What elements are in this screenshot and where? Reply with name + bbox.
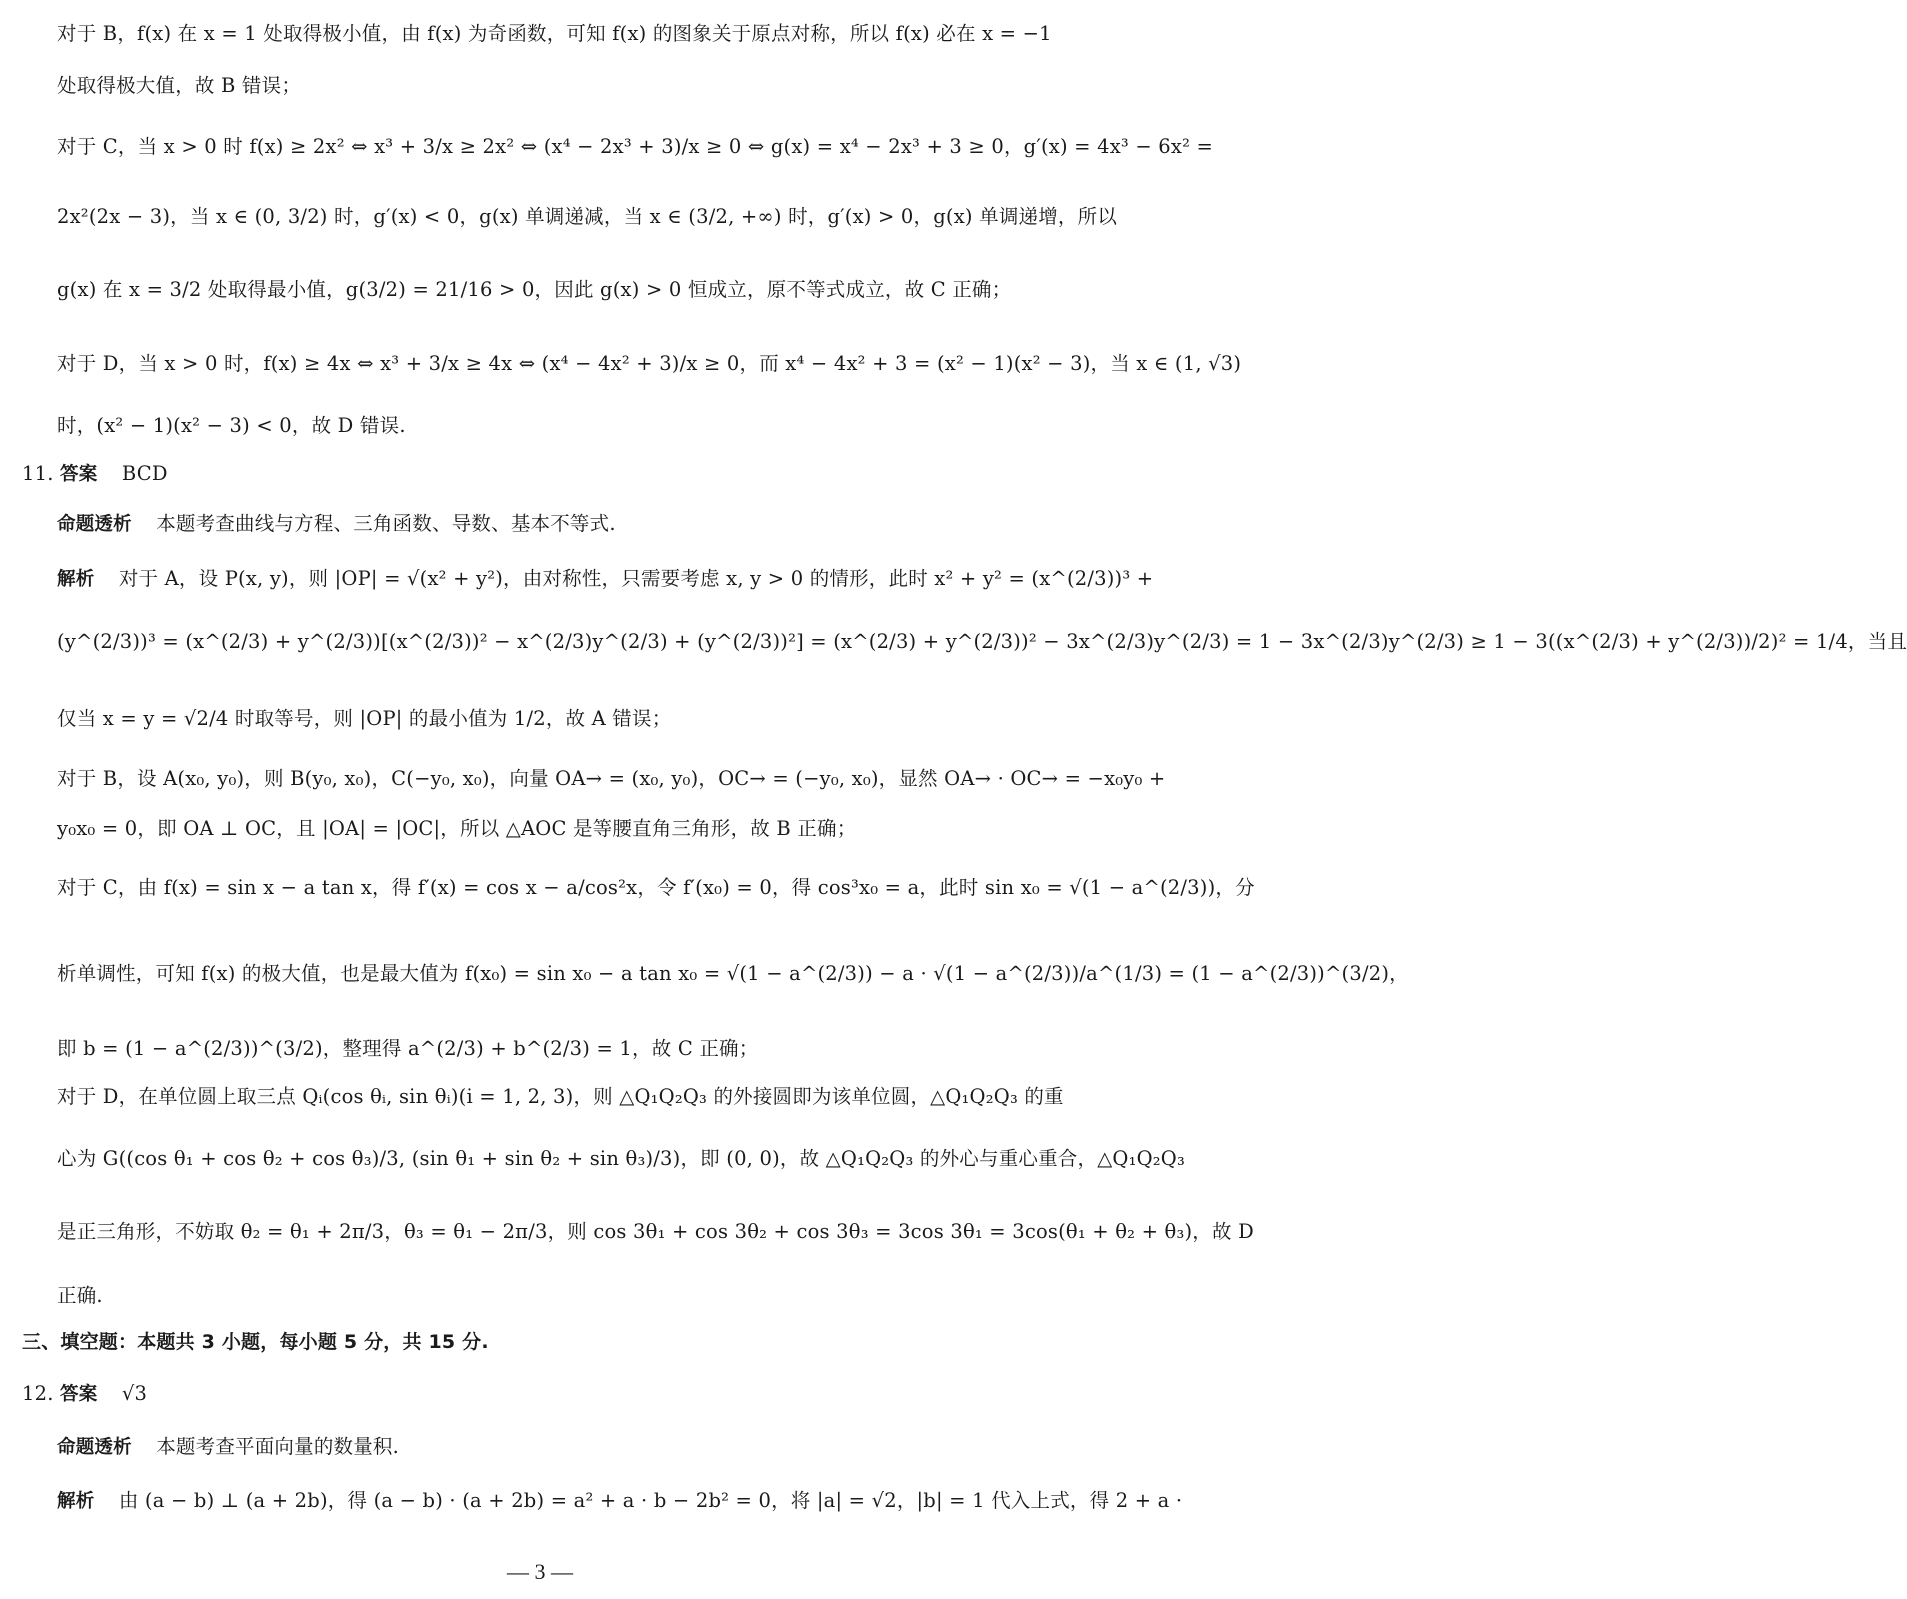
solution-label: 解析 [57,569,95,590]
q11-solution-line: 对于 C，由 f(x) = sin x − a tan x，得 f′(x) = cos x − a/cos²x，令 f′(x₀) = 0，得 cos³x₀ = a，此时 sin x₀ = √(1 − a^(2/3))，分 [57,876,1255,899]
q10-text-line: g(x) 在 x = 3/2 处取得最小值，g(3/2) = 21/16 > 0，因此 g(x) > 0 恒成立，原不等式成立，故 C 正确； [57,278,1012,301]
q12-answer-line [22,1380,1052,1409]
q10-text-line: 处取得极大值，故 B 错误； [57,74,302,97]
question-number: 11. [22,462,54,485]
q10-text-line: 对于 B，f(x) 在 x = 1 处取得极小值，由 f(x) 为奇函数，可知 f(x) 的图象关于原点对称，所以 f(x) 必在 x = −1 [57,22,1052,45]
q11-solution-line: 仅当 x = y = √2/4 时取等号，则 |OP| 的最小值为 1/2，故 A 错误； [57,707,672,730]
q10-text-line: 2x²(2x − 3)，当 x ∈ (0, 3/2) 时，g′(x) < 0，g(x) 单调递减，当 x ∈ (3/2, +∞) 时，g′(x) > 0，g(x) 单调递增，所以 [57,205,1118,228]
analysis-label: 命题透析 [57,514,132,535]
question-number: 12. [22,1382,54,1405]
answer-label: 答案 [60,464,98,485]
solution-text: 对于 A，设 P(x, y)，则 |OP| = √(x² + y²)，由对称性，只需要考虑 x, y > 0 的情形，此时 x² + y² = (x^(2/3))³ + [118,567,1154,590]
answer-value: BCD [121,462,168,485]
q11-answer-line [22,460,1052,489]
section-heading: 三、填空题：本题共 3 小题，每小题 5 分，共 15 分. [22,1331,489,1353]
q11-solution-line: 即 b = (1 − a^(2/3))^(3/2)，整理得 a^(2/3) + b^(2/3) = 1，故 C 正确； [57,1037,759,1060]
q10-text-line: 对于 C，当 x > 0 时 f(x) ≥ 2x² ⇔ x³ + 3/x ≥ 2x² ⇔ (x⁴ − 2x³ + 3)/x ≥ 0 ⇔ g(x) = x⁴ − 2x³ + 3 ≥ 0，g′(x) = 4x³ − 6x² = [57,135,1214,158]
q11-solution-line: y₀x₀ = 0，即 OA ⊥ OC，且 |OA| = |OC|，所以 △AOC 是等腰直角三角形，故 B 正确； [57,817,857,840]
answer-label: 答案 [60,1384,98,1405]
q10-text-line: 对于 D，当 x > 0 时，f(x) ≥ 4x ⇔ x³ + 3/x ≥ 4x ⇔ (x⁴ − 4x² + 3)/x ≥ 0，而 x⁴ − 4x² + 3 = (x² − 1)(x² − 3)，当 x ∈ (1, √3) [57,352,1242,375]
solution-label: 解析 [57,1491,95,1512]
solution-text: 由 (a − b) ⊥ (a + 2b)，得 (a − b) · (a + 2b) = a² + a · b − 2b² = 0，将 |a| = √2，|b| = 1 代入上式，得 2 + a · [118,1489,1183,1512]
q10-text-line: 时，(x² − 1)(x² − 3) < 0，故 D 错误. [57,414,406,437]
analysis-text: 本题考查曲线与方程、三角函数、导数、基本不等式. [156,512,616,535]
q11-solution-line [57,565,1154,594]
q11-analysis-line [57,510,1052,539]
q12-analysis-line [57,1433,1052,1462]
q11-solution-line: (y^(2/3))³ = (x^(2/3) + y^(2/3))[(x^(2/3))² − x^(2/3)y^(2/3) + (y^(2/3))²] = (x^(2/3) + y^(2/3))² − 3x^(2/3)y^(2/3) = 1 − 3x^(2/3)y^(2/3) ≥ 1 − 3((x^(2/3) + y^(2/3))/2)² = 1/4，当且 [57,630,1907,653]
page-number: — 3 — [507,1559,573,1584]
q11-solution-line: 心为 G((cos θ₁ + cos θ₂ + cos θ₃)/3, (sin θ₁ + sin θ₂ + sin θ₃)/3)，即 (0, 0)，故 △Q₁Q₂Q₃ 的外心与重心重合，△Q₁Q₂Q₃ [57,1147,1185,1170]
analysis-label: 命题透析 [57,1437,132,1458]
q11-solution-line: 析单调性，可知 f(x) 的极大值，也是最大值为 f(x₀) = sin x₀ − a tan x₀ = √(1 − a^(2/3)) − a · √(1 − a^(2/3))/a^(1/3) = (1 − a^(2/3))^(3/2)， [57,962,1409,985]
q11-solution-line: 对于 B，设 A(x₀, y₀)，则 B(y₀, x₀)，C(−y₀, x₀)，向量 OA→ = (x₀, y₀)，OC→ = (−y₀, x₀)，显然 OA→ · OC→ = −x₀y₀ + [57,767,1166,790]
q11-solution-line: 对于 D，在单位圆上取三点 Qᵢ(cos θᵢ, sin θᵢ)(i = 1, 2, 3)，则 △Q₁Q₂Q₃ 的外接圆即为该单位圆，△Q₁Q₂Q₃ 的重 [57,1085,1064,1108]
analysis-text: 本题考查平面向量的数量积. [156,1435,400,1458]
q12-solution-line [57,1487,1183,1516]
answer-value: √3 [121,1382,148,1405]
q11-solution-line: 是正三角形，不妨取 θ₂ = θ₁ + 2π/3，θ₃ = θ₁ − 2π/3，则 cos 3θ₁ + cos 3θ₂ + cos 3θ₃ = 3cos 3θ₁ = 3cos(θ₁ + θ₂ + θ₃)，故 D [57,1220,1254,1243]
q11-solution-line: 正确. [57,1284,103,1307]
